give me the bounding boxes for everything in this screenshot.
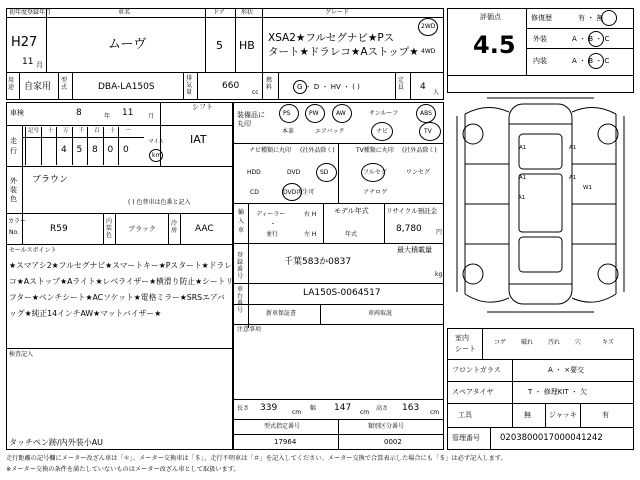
car-name: ムーヴ — [108, 37, 147, 52]
equipment-circle-1 — [305, 104, 325, 123]
spare-label: スペアタイヤ — [452, 388, 494, 396]
glass-value: A ・ ×要交 — [548, 366, 585, 374]
equipment-item-4: ABS — [420, 110, 432, 117]
recycle-label: リサイクル預託金 — [386, 207, 438, 215]
length-value: 339 — [260, 403, 278, 413]
drive-2wd: 2WD — [421, 23, 436, 30]
exterior-selected-circle — [588, 31, 604, 47]
first-reg-month: 11 — [22, 57, 34, 67]
equipment-label-2: 丸印 — [237, 120, 251, 128]
color-no-label-2: No. — [9, 229, 19, 236]
first-reg-month-unit: 月 — [36, 61, 43, 69]
odometer-header-3: 千 — [78, 128, 85, 134]
jack-label: ジャッキ — [549, 411, 577, 419]
color-no: R59 — [50, 224, 68, 234]
use-label: 用途 — [8, 77, 15, 91]
odometer-header-6: 一 — [125, 128, 131, 134]
interior-grade-row: A ・ B ・ C — [572, 57, 610, 65]
equipment-item2-3: TV — [424, 128, 432, 135]
room-item-2: 汚れ — [548, 339, 561, 346]
shift-value: IAT — [190, 133, 207, 146]
recycle-value: 8,780 — [396, 224, 422, 234]
sales-point-line-3: フター★ベンチシート★ACソケット★電格ミラー★SRSエアバ — [9, 293, 225, 302]
navi-option-1: DVD — [287, 169, 301, 176]
equipment-circle-2 — [332, 104, 352, 123]
max-load-label: 最大積載量 — [397, 246, 432, 254]
import-dealer: ディーラー — [256, 211, 286, 218]
tools-label: 工具 — [458, 411, 472, 419]
manual-label: 車両取説 — [368, 310, 393, 317]
use-value: 自家用 — [24, 82, 52, 92]
interior-score-label: 内装 — [533, 57, 547, 65]
inspection-label: 車検 — [10, 109, 24, 117]
class-code-label: 類別区分番号 — [368, 423, 405, 430]
capacity-unit: 人 — [433, 89, 440, 96]
tv-title: TV種類に丸印 — [356, 147, 394, 154]
chassis-label: 車台番号 — [237, 286, 244, 314]
capacity-label: 定員 — [398, 77, 405, 91]
navi-option-0: HDD — [247, 169, 261, 176]
navi-sub: (社外品除く) — [300, 147, 335, 154]
interior-label: 内装色 — [106, 218, 113, 239]
odometer-digit-0: 4 — [61, 145, 67, 155]
exterior-label-3: 色 — [10, 195, 17, 203]
length-label: 長さ — [237, 405, 250, 412]
odometer-digit-3: 0 — [107, 145, 114, 155]
mgmt-value: 0203800017000041242 — [500, 433, 603, 443]
odometer-digit-4: 0 — [123, 145, 129, 155]
navi-dvd-circle — [282, 183, 302, 201]
inspection-month: 11 — [122, 108, 134, 118]
equipment-item2-2: ナビ — [376, 128, 389, 135]
capacity-value: 4 — [420, 82, 426, 92]
exterior-label-2: 装 — [10, 186, 17, 194]
exterior-grade-row: A ・ B ・ C — [572, 35, 610, 43]
height-label: 高さ — [376, 405, 389, 412]
tv-option-1: ワンセグ — [406, 169, 431, 176]
grade-label: グレード — [325, 9, 350, 16]
reg-no-label: 登録番号 — [237, 252, 244, 280]
model-value: DBA-LA150S — [98, 82, 155, 92]
inspection-year-unit: 年 — [104, 113, 111, 120]
doors-label: ドア — [213, 9, 225, 16]
score-value: 4.5 — [473, 31, 516, 59]
tools-value: 無 — [524, 411, 531, 419]
equipment-item-0: PS — [283, 110, 291, 117]
shape-label: 形状 — [241, 9, 254, 16]
equipment-item-3: サンルーフ — [369, 110, 399, 117]
sales-point-line-1: ★スマアシ2★フルセグナビ★スマートキー★Pスタート★ドラレ — [9, 261, 233, 270]
first-reg-label: 初年度登録年月 — [9, 9, 52, 16]
displacement-unit: cc — [252, 89, 259, 96]
room-item-1: 破れ — [521, 339, 534, 346]
odometer-km-circle — [149, 149, 163, 162]
displacement-value: 660 — [222, 81, 240, 91]
max-load-unit: kg — [435, 271, 443, 278]
import-label-1: 輸 — [238, 209, 245, 216]
mileage-label-2: 行 — [10, 147, 17, 155]
room-item-0: コゲ — [494, 339, 507, 346]
displacement-label: 排気量 — [186, 75, 193, 96]
equipment-item-1: PW — [309, 110, 319, 117]
damage-mark-2: A1 — [569, 145, 577, 151]
score-label: 評価点 — [480, 13, 501, 21]
room-item-3: 穴 — [575, 339, 582, 346]
warranty-label: 新車保証書 — [266, 310, 297, 317]
first-reg-era: H27 — [11, 35, 38, 50]
tv-option-2: アナログ — [363, 189, 388, 196]
sales-point-line-2: コ★Aストップ★Aライト★レベライザー★横滑り防止★シートリ — [9, 277, 234, 286]
navi-option-3: CD — [250, 189, 259, 196]
import-dot: ・ — [270, 221, 277, 228]
width-unit: cm — [360, 409, 370, 416]
exterior-label-1: 外 — [10, 177, 17, 185]
exterior-score-label: 外装 — [533, 35, 547, 43]
import-parallel: 並行 — [266, 231, 279, 238]
room-item-4: キズ — [602, 339, 614, 346]
odometer-header-0: 記号 — [28, 128, 40, 134]
exterior-note: ( ) 色替車は色番と記入 — [128, 199, 191, 206]
width-label: 幅 — [310, 405, 317, 412]
equipment-item2-1: エアバック — [315, 128, 345, 135]
caution-label: 注意事項 — [237, 326, 262, 333]
jack-value: 有 — [602, 411, 609, 419]
fuel-label: 燃料 — [266, 77, 273, 91]
reg-no-value: 千葉583か0837 — [284, 257, 352, 267]
odometer-header-5: 十 — [109, 128, 116, 134]
length-unit: cm — [292, 409, 302, 416]
equipment-circle-0 — [279, 104, 299, 123]
spare-value: T ・ 修理KIT ・ 欠 — [528, 388, 588, 396]
class-code-value: 0002 — [384, 438, 402, 446]
drive-4wd: 4WD — [421, 48, 436, 55]
type-code-value: 17964 — [274, 438, 297, 446]
equipment-circle-4 — [416, 104, 436, 123]
chassis-value: LA150S-0064517 — [303, 288, 381, 298]
model-year-unit: 年式 — [345, 231, 358, 238]
sales-point-line-4: ッグ★純正14インチAW★マットバイザー★ — [9, 309, 162, 318]
damage-mark-4: W1 — [583, 185, 592, 191]
grade-line-1: XSA2★フルセグナビ★Pス — [268, 32, 395, 44]
odometer-digit-1: 5 — [76, 145, 83, 155]
equipment-circle2-3 — [419, 122, 441, 141]
damage-mark-5: A1 — [518, 195, 526, 201]
tv-fullseg-circle — [361, 163, 385, 182]
fuel-selected-circle — [293, 80, 307, 94]
color-no-label-1: カラー — [8, 218, 27, 225]
height-value: 163 — [402, 403, 420, 413]
glass-label: フロントガラス — [452, 366, 501, 374]
damage-mark-0: A1 — [519, 145, 527, 151]
hand-left: 左 H — [304, 231, 317, 238]
room-sheet-label-1: 室内 — [455, 334, 469, 342]
damage-mark-1: A1 — [519, 175, 527, 181]
navi-title: ナビ種類に丸印 — [249, 147, 292, 154]
width-value: 147 — [334, 403, 352, 413]
odometer-header-2: 万 — [63, 128, 69, 134]
doors-value: 5 — [216, 39, 223, 52]
fuel-options: G ・ D ・ HV ・ ( ) — [297, 83, 360, 91]
recycle-unit: 円 — [436, 229, 443, 236]
sales-point-label: セールスポイント — [9, 247, 57, 254]
hand-right: 右 H — [304, 211, 317, 218]
navi-option-4: DVD再生可 — [283, 189, 315, 196]
repair-options: 有 ・ 無 — [578, 14, 604, 22]
grade-line-2: タート★ドラレコ★Aストップ★ — [268, 46, 419, 58]
odometer-header-4: 百 — [94, 128, 100, 134]
mgmt-label: 管理番号 — [452, 434, 480, 442]
import-label-2: 入 — [238, 218, 245, 225]
mileage-label-1: 走 — [10, 137, 17, 145]
tv-option-0: フルセグ — [363, 169, 387, 176]
equipment-label-1: 装備品に — [237, 111, 265, 119]
navi-sd-circle — [316, 163, 337, 182]
footer-note-2: ※メーター交換の条件を満たしていないものはメーター改ざん車として取扱います。 — [6, 466, 240, 473]
tv-sub: (社外品除く) — [402, 147, 437, 154]
shift-label: シフト — [192, 103, 213, 111]
odometer-digit-2: 8 — [92, 145, 98, 155]
model-label: 型式 — [61, 77, 68, 91]
equipment-item-2: AW — [336, 110, 346, 117]
height-unit: cm — [430, 409, 440, 416]
room-sheet-label-2: シート — [455, 345, 476, 353]
equipment-item2-0: 本革 — [282, 128, 295, 135]
interior-color: ブラック — [128, 225, 156, 233]
ac-label: 冷房 — [171, 220, 178, 234]
ac-value: AAC — [195, 224, 214, 234]
repair-label: 修復歴 — [531, 14, 552, 22]
model-year-label: モデル年式 — [334, 207, 369, 215]
interior-selected-circle — [588, 53, 604, 69]
inspector-notes-text: タッチペン跡/内外装小AU — [9, 438, 104, 447]
car-damage-diagram — [447, 94, 634, 320]
inspector-notes-label: 検査記入 — [9, 351, 34, 358]
inspection-month-unit: 月 — [148, 113, 155, 120]
odometer-unit-km: km — [152, 152, 162, 159]
exterior-color: ブラウン — [32, 175, 69, 185]
navi-option-2: SD — [320, 169, 329, 176]
inspection-year: 8 — [76, 108, 82, 118]
repair-selected-circle — [601, 10, 617, 26]
odometer-unit-mile: マイル — [148, 139, 165, 145]
type-code-label: 型式指定番号 — [264, 423, 301, 430]
odometer-header-1: 十 — [47, 128, 54, 134]
equipment-circle2-2 — [371, 122, 393, 141]
footer-note-1: 走行距離の記号欄にメーター改ざん車は「＊」、メーター交換車は「＄」、走行不明車は「＃」を記入してください。メーター交換で合算表示した場合にも「＄」は必ず記入します。 — [6, 455, 507, 462]
shape-value: HB — [239, 39, 255, 52]
damage-mark-3: A1 — [569, 175, 577, 181]
import-label-3: 車 — [238, 227, 245, 234]
car-name-label: 車名 — [118, 9, 131, 16]
